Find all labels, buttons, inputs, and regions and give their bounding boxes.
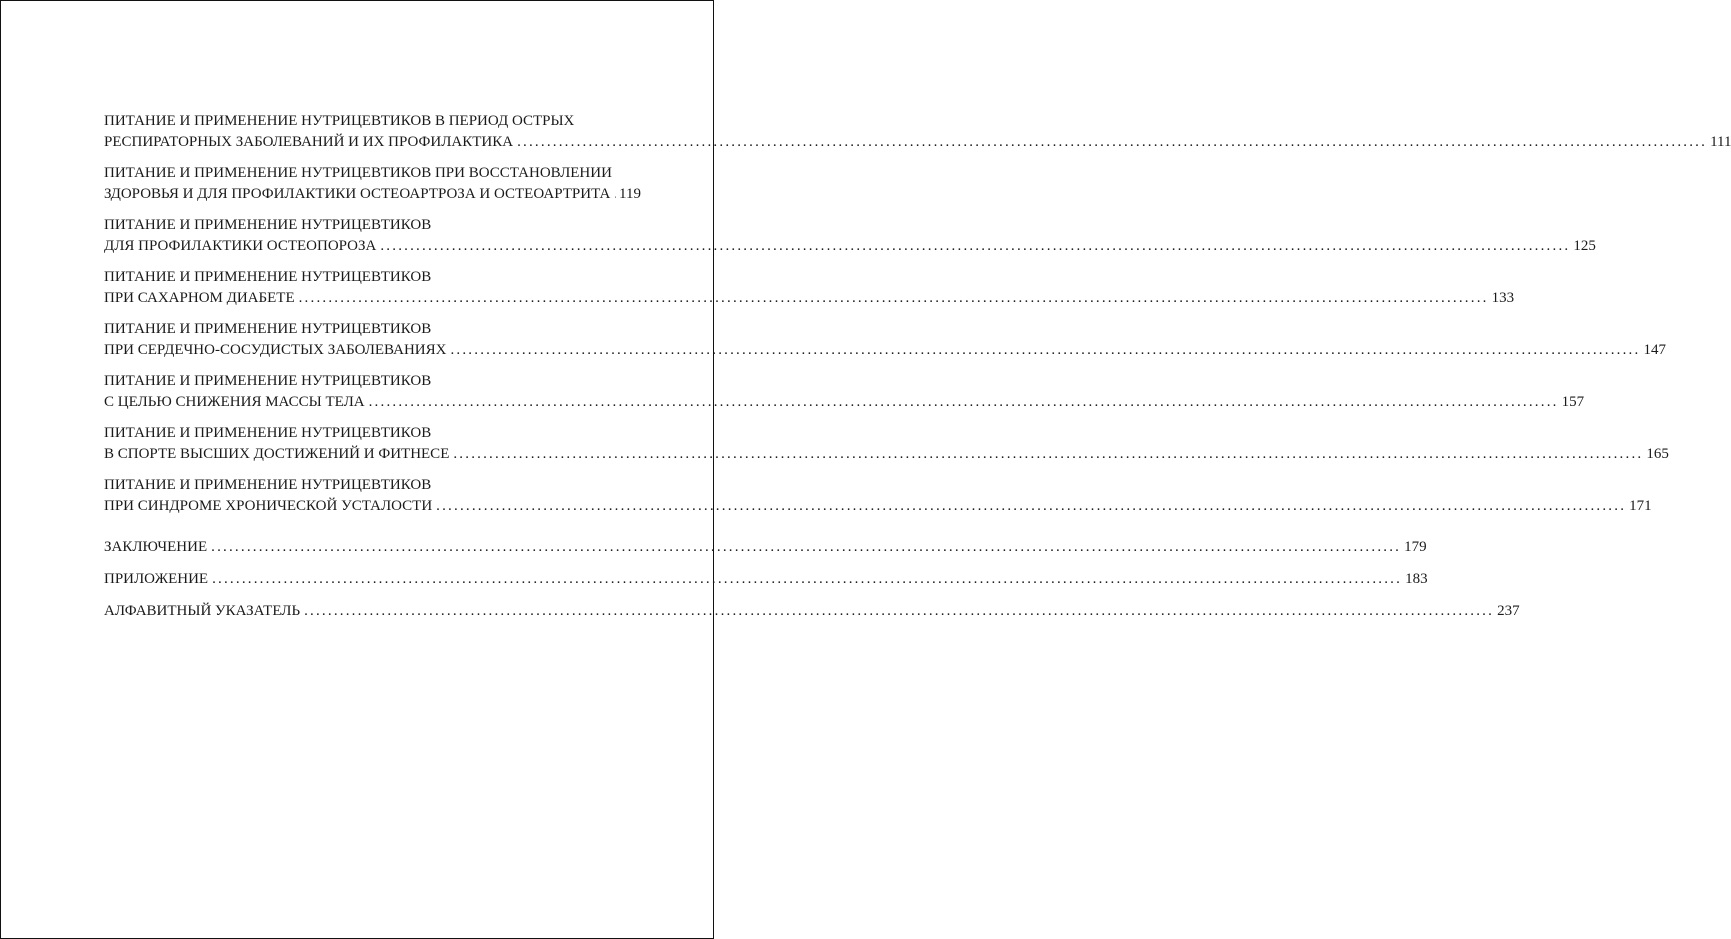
toc-entry-title-line: ПИТАНИЕ И ПРИМЕНЕНИЕ НУТРИЦЕВТИКОВ [104,269,432,285]
toc-entry-title-line: ПИТАНИЕ И ПРИМЕНЕНИЕ НУТРИЦЕВТИКОВ [104,373,432,389]
dot-leader: ........................................................................................................................................................................................................ [517,134,1708,150]
dot-leader: ........................................................................................................................................................................................................ [304,603,1495,619]
toc-page-number: 165 [1646,446,1669,462]
toc-page-number: 183 [1405,571,1428,587]
toc-entry-last-line: ПРИЛОЖЕНИЕ ........................................................................................................................................................................................................ 183 [104,569,641,590]
dot-leader: ........................................................................................................................................................................................................ [436,498,1627,514]
toc-entry[interactable] [104,475,1652,517]
toc-entry-last-line: АЛФАВИТНЫЙ УКАЗАТЕЛЬ ........................................................................................................................................................................................................ 237 [104,601,641,622]
toc-entry-conclusion[interactable] [104,537,1427,558]
table-of-contents [104,111,1731,633]
toc-page-number: 157 [1561,394,1585,410]
dot-leader: ........................................................................................................................................................................................................ [368,394,1559,410]
toc-page-number: 237 [1497,603,1520,619]
toc-entry-last-line: С ЦЕЛЬЮ СНИЖЕНИЯ МАССЫ ТЕЛА ........................................................................................................................................................................................................ 157 [104,392,641,413]
dot-leader: ........................................................................................................................................................................................................ [212,571,1403,587]
toc-entry[interactable] [104,111,1731,153]
toc-entry[interactable] [104,163,641,205]
toc-entry-appendix[interactable] [104,569,1428,590]
dot-leader: ........................................................................................................................................................................................................ [211,539,1402,555]
toc-entry-last-line: ПРИ САХАРНОМ ДИАБЕТЕ ........................................................................................................................................................................................................ 133 [104,288,641,309]
toc-entry-index[interactable] [104,601,1520,622]
toc-page-number: 147 [1643,342,1666,358]
toc-entry-title-line: ПИТАНИЕ И ПРИМЕНЕНИЕ НУТРИЦЕВТИКОВ [104,477,432,493]
toc-page-number: 125 [1573,238,1596,254]
toc-entry-last-line: В СПОРТЕ ВЫСШИХ ДОСТИЖЕНИЙ И ФИТНЕСЕ ........................................................................................................................................................................................................ 165 [104,444,641,465]
dot-leader: ........................................................................................................................................................................................................ [450,342,1641,358]
dot-leader [614,184,616,205]
toc-entry-last-line: ПРИ СЕРДЕЧНО-СОСУДИСТЫХ ЗАБОЛЕВАНИЯХ ........................................................................................................................................................................................................ 147 [104,340,641,361]
toc-entry[interactable] [104,371,1585,413]
toc-entry-last-line: ПРИ СИНДРОМЕ ХРОНИЧЕСКОЙ УСТАЛОСТИ ........................................................................................................................................................................................................ 171 [104,496,641,517]
toc-entry-last-line: ЗАКЛЮЧЕНИЕ ........................................................................................................................................................................................................ 179 [104,537,641,558]
dot-leader: ........................................................................................................................................................................................................ [380,238,1571,254]
toc-entry-title-line: ПИТАНИЕ И ПРИМЕНЕНИЕ НУТРИЦЕВТИКОВ [104,321,432,337]
toc-entry-last-line: ДЛЯ ПРОФИЛАКТИКИ ОСТЕОПОРОЗА ........................................................................................................................................................................................................ 125 [104,236,641,257]
toc-page-number: 171 [1629,498,1652,514]
toc-entry-last-line: ЗДОРОВЬЯ И ДЛЯ ПРОФИЛАКТИКИ ОСТЕОАРТРОЗА И ОСТЕОАРТРИТА 119 [104,184,641,205]
toc-entry[interactable] [104,423,1669,465]
toc-entry[interactable] [104,215,1596,257]
toc-page-number: 119 [619,186,641,202]
toc-entry-title-line: ПИТАНИЕ И ПРИМЕНЕНИЕ НУТРИЦЕВТИКОВ В ПЕРИОД ОСТРЫХ [104,113,575,129]
toc-entry-title-line: ПИТАНИЕ И ПРИМЕНЕНИЕ НУТРИЦЕВТИКОВ [104,425,432,441]
toc-page-number: 179 [1404,539,1427,555]
toc-entry-last-line: РЕСПИРАТОРНЫХ ЗАБОЛЕВАНИЙ И ИХ ПРОФИЛАКТИКА ........................................................................................................................................................................................................ 111 [104,132,641,153]
toc-entry-title-line: ПИТАНИЕ И ПРИМЕНЕНИЕ НУТРИЦЕВТИКОВ ПРИ ВОССТАНОВЛЕНИИ [104,165,612,181]
toc-page-number: 133 [1491,290,1515,306]
toc-entry[interactable] [104,319,1666,361]
toc-entry[interactable] [104,267,1515,309]
toc-entry-title-line: ПИТАНИЕ И ПРИМЕНЕНИЕ НУТРИЦЕВТИКОВ [104,217,432,233]
toc-page-number: 111 [1710,134,1731,150]
dot-leader: ........................................................................................................................................................................................................ [298,290,1489,306]
dot-leader: ........................................................................................................................................................................................................ [453,446,1644,462]
